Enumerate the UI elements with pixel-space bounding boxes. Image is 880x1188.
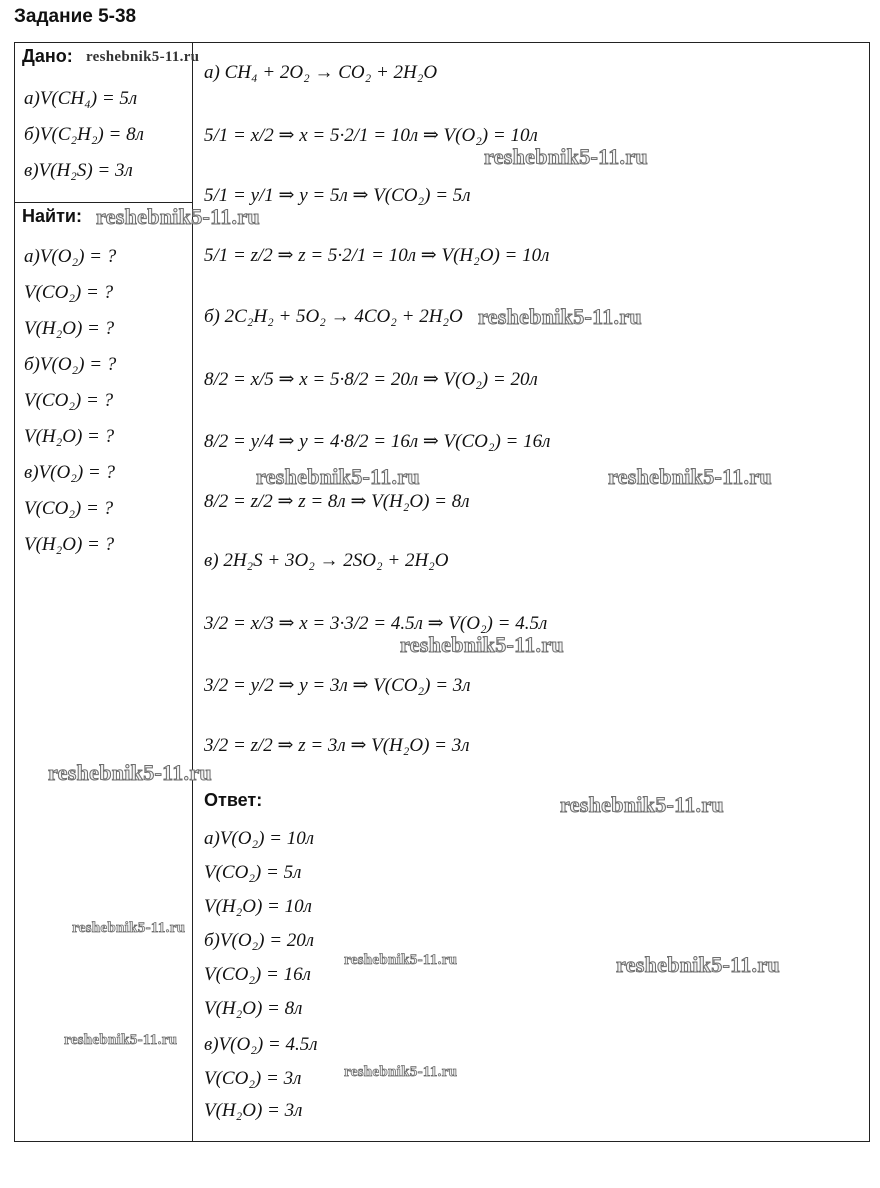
calc-step: 8/2 = y/4 ⇒ y = 4·8/2 = 16л ⇒ V(CO₂) = 16л xyxy=(204,431,551,452)
reaction-equation-c: в) 2H₂S + 3O₂ → 2SO₂ + 2H₂O xyxy=(204,550,449,571)
answer-item: V(CO₂) = 3л xyxy=(204,1068,302,1089)
reaction-equation-a: а) CH₄ + 2O₂ → CO₂ + 2H₂O xyxy=(204,62,438,83)
watermark: reshebnik5-11.ru xyxy=(478,304,642,329)
given-item: а)V(CH₄) = 5л xyxy=(24,88,138,109)
answer-item: V(CO₂) = 16л xyxy=(204,964,311,985)
find-item: б)V(O₂) = ? xyxy=(24,354,117,375)
answer-item: V(H₂O) = 8л xyxy=(204,998,303,1019)
watermark: reshebnik5-11.ru xyxy=(48,760,212,785)
find-item: V(CO₂) = ? xyxy=(24,282,114,303)
given-item: в)V(H₂S) = 3л xyxy=(24,160,133,181)
watermark: reshebnik5-11.ru xyxy=(64,1032,178,1048)
watermark: reshebnik5-11.ru xyxy=(344,952,458,968)
find-item: V(H₂O) = ? xyxy=(24,318,115,339)
calc-step: 5/1 = y/1 ⇒ y = 5л ⇒ V(CO₂) = 5л xyxy=(204,185,471,206)
calc-step: 8/2 = x/5 ⇒ x = 5·8/2 = 20л ⇒ V(O₂) = 20л xyxy=(204,369,538,390)
calc-step: 5/1 = x/2 ⇒ x = 5·2/1 = 10л ⇒ V(O₂) = 10л xyxy=(204,125,538,146)
watermark: reshebnik5-11.ru xyxy=(96,204,260,229)
find-item: V(CO₂) = ? xyxy=(24,390,114,411)
calc-step: 8/2 = z/2 ⇒ z = 8л ⇒ V(H₂O) = 8л xyxy=(204,491,470,512)
answer-item: а)V(O₂) = 10л xyxy=(204,828,315,849)
calc-step: 5/1 = z/2 ⇒ z = 5·2/1 = 10л ⇒ V(H₂O) = 10л xyxy=(204,245,550,266)
answer-item: V(H₂O) = 10л xyxy=(204,896,312,917)
find-item: V(CO₂) = ? xyxy=(24,498,114,519)
given-find-divider xyxy=(14,202,192,203)
watermark: reshebnik5-11.ru xyxy=(484,144,648,169)
answer-label: Ответ: xyxy=(204,790,263,810)
answer-item: в)V(O₂) = 4.5л xyxy=(204,1034,318,1055)
watermark: reshebnik5-11.ru xyxy=(344,1064,458,1080)
reaction-equation-b: б) 2C₂H₂ + 5O₂ → 4CO₂ + 2H₂O xyxy=(204,306,463,327)
watermark: reshebnik5-11.ru xyxy=(560,792,724,817)
watermark: reshebnik5-11.ru xyxy=(86,49,200,65)
calc-step: 3/2 = x/3 ⇒ x = 3·3/2 = 4.5л ⇒ V(O₂) = 4.5л xyxy=(204,613,548,634)
watermark: reshebnik5-11.ru xyxy=(616,952,780,977)
find-item: а)V(O₂) = ? xyxy=(24,246,117,267)
find-label: Найти: xyxy=(22,206,82,226)
answer-item: V(CO₂) = 5л xyxy=(204,862,302,883)
watermark: reshebnik5-11.ru xyxy=(72,920,186,936)
calc-step: 3/2 = z/2 ⇒ z = 3л ⇒ V(H₂O) = 3л xyxy=(204,735,470,756)
given-label: Дано: xyxy=(22,46,73,66)
given-item: б)V(C₂H₂) = 8л xyxy=(24,124,144,145)
watermark: reshebnik5-11.ru xyxy=(400,632,564,657)
find-item: в)V(O₂) = ? xyxy=(24,462,115,483)
find-item: V(H₂O) = ? xyxy=(24,534,115,555)
watermark: reshebnik5-11.ru xyxy=(608,464,772,489)
watermark: reshebnik5-11.ru xyxy=(256,464,420,489)
answer-item: б)V(O₂) = 20л xyxy=(204,930,315,951)
find-item: V(H₂O) = ? xyxy=(24,426,115,447)
task-title: Задание 5-38 xyxy=(14,6,137,27)
calc-step: 3/2 = y/2 ⇒ y = 3л ⇒ V(CO₂) = 3л xyxy=(204,675,471,696)
answer-item: V(H₂O) = 3л xyxy=(204,1100,303,1121)
